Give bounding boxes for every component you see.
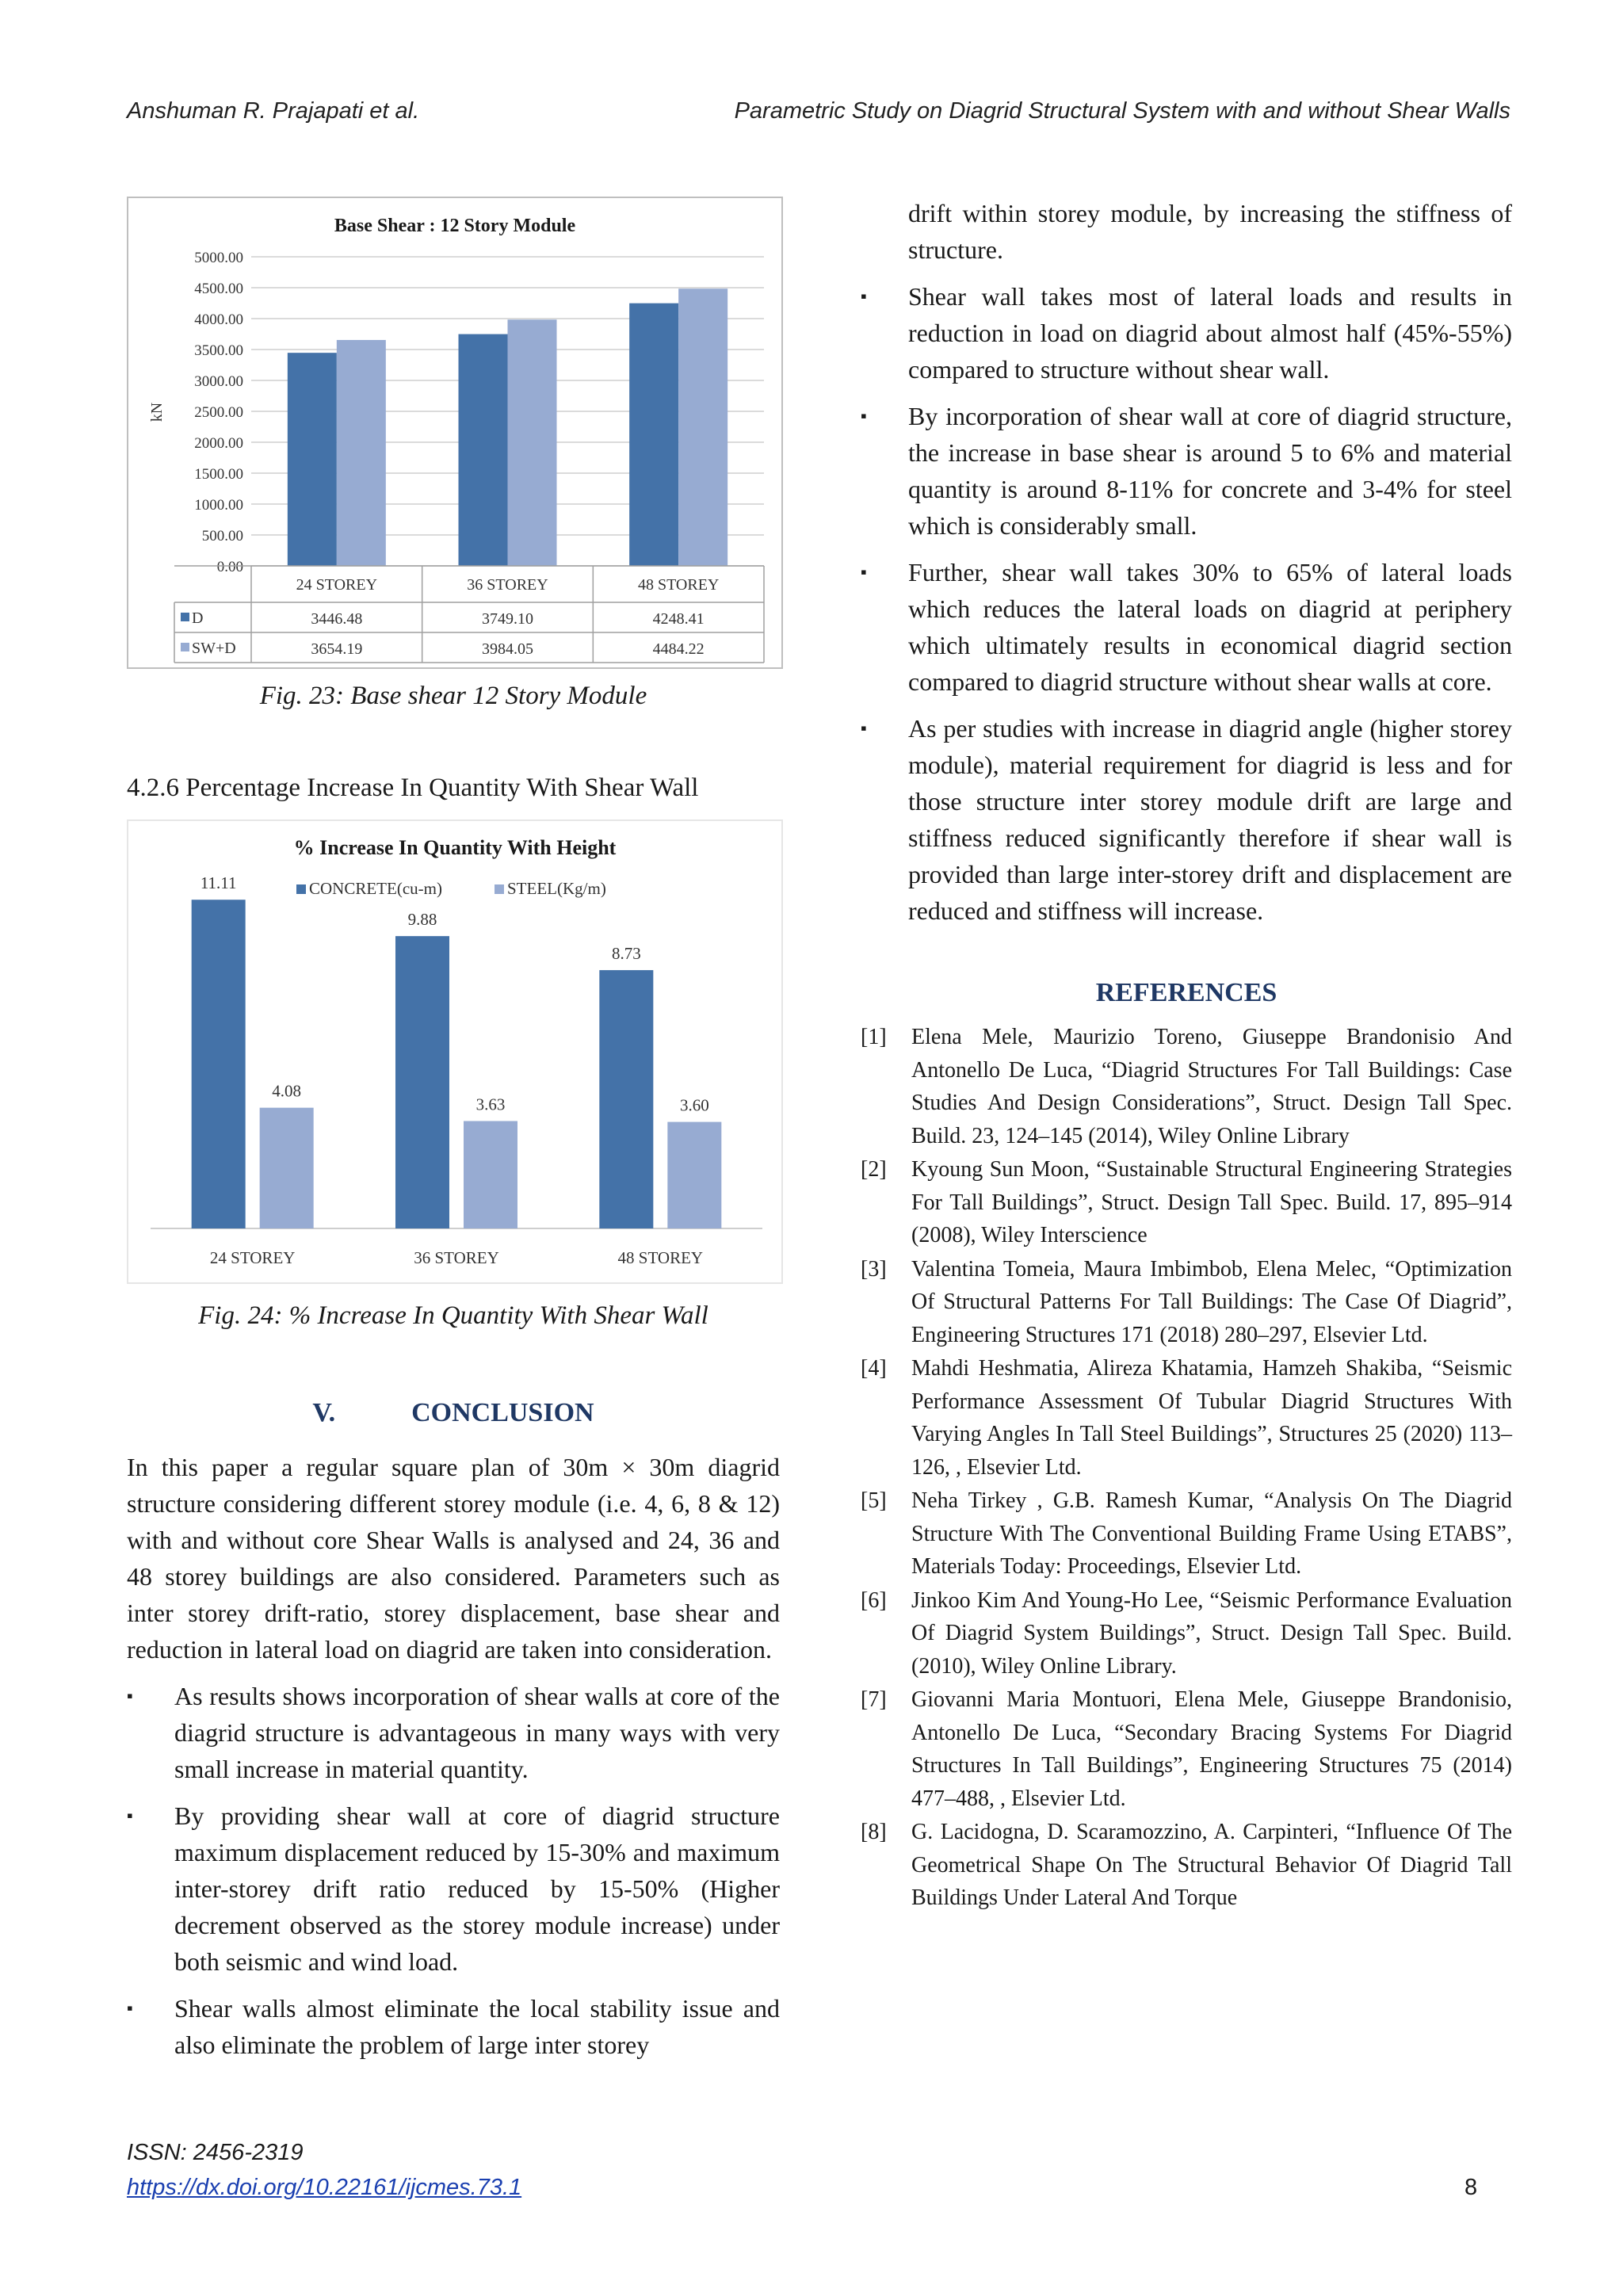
conclusion-bullets-left: [127, 1678, 780, 2063]
reference-item: [861, 1683, 1512, 1815]
y-tick-label: 2000.00: [194, 435, 243, 452]
data-label: 11.11: [200, 873, 237, 893]
reference-text: Mahdi Heshmatia, Alireza Khatamia, Hamzeh Shakiba, “Seismic Performance Assessment Of Tubular Diagrid Structures With Varying Angles In Tall Steel Buildings”, Structures 25 (2020) 113–126, , Elsevier Ltd.: [911, 1356, 1512, 1480]
conclusion-bullets-right: [861, 278, 1512, 929]
data-label: 9.88: [407, 910, 437, 930]
data-label: 8.73: [611, 944, 641, 964]
y-axis-label: kN: [148, 402, 166, 422]
x-category-label: 36 STOREY: [414, 1248, 499, 1267]
y-tick-label: 0.00: [216, 559, 243, 575]
bar-d: [629, 304, 678, 566]
y-tick-label: 3000.00: [194, 373, 243, 390]
x-category-label: 24 STOREY: [209, 1248, 296, 1267]
section-4-2-6-heading: 4.2.6 Percentage Increase In Quantity With Shear Wall: [127, 774, 699, 802]
reference-number: [6]: [861, 1587, 887, 1613]
reference-item: [861, 1153, 1512, 1252]
y-tick-label: 3500.00: [194, 342, 243, 359]
conclusion-intro: In this paper a regular square plan of 30m × 30m diagrid structure considering different storey module (i.e. 4, 6, 8 & 12) with and without core Shear Walls is analysed and 24, 36 and 48 storey buildings are also considered. Parameters such as inter storey drift-ratio, storey displacement, base shear and reduction in lateral load on diagrid are taken into consideration.: [127, 1453, 780, 1664]
reference-text: Giovanni Maria Montuori, Elena Mele, Giuseppe Brandonisio, Antonello De Luca, “Secondary Bracing Systems For Diagrid Structures In Tall Buildings”, Engineering Structures 75 (2014) 477–488, , Elsevier Ltd.: [911, 1687, 1512, 1811]
legend-swatch-concrete: [296, 884, 306, 894]
references-list: [861, 1021, 1512, 1915]
legend-label-steel: STEEL(Kg/m): [507, 879, 606, 898]
bullet-item: [861, 398, 1512, 544]
reference-item: [861, 1484, 1512, 1584]
right-column: [861, 195, 1512, 1916]
bar-sw-d: [678, 288, 727, 566]
base-shear-chart-svg: [128, 198, 781, 667]
reference-number: [4]: [861, 1356, 887, 1381]
bullet-item: [861, 710, 1512, 929]
table-value: 4248.41: [652, 610, 705, 628]
bullet-square-icon: ▪: [861, 718, 867, 738]
bar-steel: [667, 1122, 721, 1228]
y-tick-label: 500.00: [201, 528, 243, 544]
x-category-label: 24 STOREY: [296, 576, 378, 594]
bar-steel: [260, 1108, 314, 1228]
bullet-item: [861, 278, 1512, 388]
legend-swatch: [181, 643, 189, 651]
bar-sw-d: [337, 340, 386, 566]
bullet-square-icon: ▪: [127, 1686, 133, 1706]
chart-title: % Increase In Quantity With Height: [293, 836, 617, 859]
quantity-chart-svg: [128, 821, 781, 1282]
reference-item: [861, 1021, 1512, 1152]
figure-23-caption: Fig. 23: Base shear 12 Story Module: [259, 682, 647, 710]
data-label: 4.08: [272, 1081, 302, 1101]
x-category-label: 48 STOREY: [617, 1248, 704, 1267]
reference-text: G. Lacidogna, D. Scaramozzino, A. Carpinteri, “Influence Of The Geometrical Shape On The Structural Behavior Of Diagrid Tall Buildings Under Lateral And Torque: [911, 1820, 1512, 1910]
bullet-square-icon: ▪: [127, 1805, 133, 1825]
figure-24-quantity-chart: [127, 819, 783, 1284]
figure-24-caption: Fig. 24: % Increase In Quantity With Shear Wall: [198, 1301, 708, 1330]
conclusion-heading-text: CONCLUSION: [411, 1398, 594, 1427]
bullet-text: Shear walls almost eliminate the local stability issue and also eliminate the problem of large inter storey: [174, 1994, 780, 2059]
bar-sw-d: [508, 319, 557, 566]
footer-doi-link[interactable]: https://dx.doi.org/10.22161/ijcmes.73.1: [127, 2175, 522, 2200]
y-tick-label: 1000.00: [194, 497, 243, 514]
bullet-square-icon: ▪: [861, 406, 867, 426]
reference-number: [3]: [861, 1256, 887, 1282]
figure-23-base-shear-chart: [127, 197, 783, 669]
conclusion-heading: [127, 1398, 780, 1428]
bullet-text: By providing shear wall at core of diagrid structure maximum displacement reduced by 15-30% and maximum inter-storey drift ratio reduced by 15-50% (Higher decrement observed as the storey module increase) under both seismic and wind load.: [174, 1801, 780, 1976]
bar-steel: [464, 1121, 517, 1228]
bullet-item: [127, 1678, 780, 1787]
chart-title: Base Shear : 12 Story Module: [334, 216, 576, 236]
reference-item: [861, 1816, 1512, 1915]
reference-number: [1]: [861, 1025, 887, 1049]
conclusion-continuation: drift within storey module, by increasing the stiffness of structure.: [908, 199, 1512, 264]
reference-number: [5]: [861, 1488, 887, 1513]
page-number: 8: [1465, 2175, 1478, 2200]
legend-label-concrete: CONCRETE(cu-m): [309, 879, 442, 898]
reference-text: Jinkoo Kim And Young-Ho Lee, “Seismic Performance Evaluation Of Diagrid System Buildings”, Struct. Design Tall Spec. Build. (2010), Wiley Online Library.: [911, 1587, 1512, 1679]
y-tick-label: 2500.00: [194, 404, 243, 421]
reference-number: [2]: [861, 1157, 887, 1182]
reference-item: [861, 1584, 1512, 1683]
reference-text: Elena Mele, Maurizio Toreno, Giuseppe Brandonisio And Antonello De Luca, “Diagrid Structures For Tall Buildings: Case Studies And Design Considerations”, Struct. Design Tall Spec. Build. 23, 124–145 (2014), Wiley Online Library: [911, 1025, 1512, 1148]
table-value: 3749.10: [482, 610, 533, 628]
bullet-text: By incorporation of shear wall at core of diagrid structure, the increase in base shear is around 5 to 6% and material quantity is around 8-11% for concrete and 3-4% for steel which is considerably small.: [908, 402, 1512, 540]
y-tick-label: 4000.00: [194, 311, 243, 328]
bullet-text: Shear wall takes most of lateral loads and results in reduction in load on diagrid about almost half (45%-55%) compared to structure without shear wall.: [908, 282, 1512, 384]
table-value: 3984.05: [482, 640, 533, 658]
reference-item: [861, 1352, 1512, 1484]
y-tick-label: 4500.00: [194, 281, 243, 297]
y-tick-label: 5000.00: [194, 250, 243, 266]
x-category-label: 48 STOREY: [637, 576, 720, 594]
bar-d: [288, 353, 337, 566]
bar-concrete: [395, 936, 449, 1228]
footer-issn: ISSN: 2456-2319: [127, 2140, 304, 2165]
reference-number: [8]: [861, 1820, 887, 1844]
table-value: 3654.19: [311, 640, 363, 658]
data-label: 3.60: [679, 1095, 709, 1115]
conclusion-section: [127, 1398, 780, 2073]
bullet-item: [127, 1797, 780, 1980]
y-tick-label: 1500.00: [194, 466, 243, 483]
legend-swatch: [181, 613, 189, 621]
bullet-text: Further, shear wall takes 30% to 65% of lateral loads which reduces the lateral loads on diagrid at periphery which ultimately results in economical diagrid section compared to diagrid structure without shear walls at core.: [908, 558, 1512, 696]
bullet-square-icon: ▪: [861, 562, 867, 582]
legend-label: D: [192, 609, 204, 627]
bullet-text: As results shows incorporation of shear walls at core of the diagrid structure is advantageous in many ways with very small increase in material quantity.: [174, 1682, 780, 1783]
running-header-title: Parametric Study on Diagrid Structural System with and without Shear Walls: [734, 98, 1510, 124]
bullet-square-icon: ▪: [861, 286, 867, 306]
x-category-label: 36 STOREY: [467, 576, 548, 594]
bar-concrete: [192, 900, 246, 1228]
conclusion-heading-number: V.: [312, 1398, 336, 1427]
table-value: 3446.48: [311, 610, 363, 628]
data-label: 3.63: [475, 1095, 506, 1114]
reference-text: Kyoung Sun Moon, “Sustainable Structural Engineering Strategies For Tall Buildings”, Struct. Design Tall Spec. Build. 17, 895–914 (2008), Wiley Interscience: [911, 1157, 1512, 1247]
bullet-item: [861, 554, 1512, 700]
running-header-authors: Anshuman R. Prajapati et al.: [127, 98, 420, 124]
table-value: 4484.22: [652, 640, 705, 658]
bar-d: [459, 334, 508, 566]
reference-item: [861, 1253, 1512, 1352]
legend-swatch-steel: [495, 884, 504, 894]
bar-concrete: [599, 970, 653, 1228]
bullet-item: [127, 1990, 780, 2063]
bullet-square-icon: ▪: [127, 1998, 133, 2018]
reference-number: [7]: [861, 1687, 887, 1712]
references-heading: REFERENCES: [1095, 978, 1277, 1007]
reference-text: Valentina Tomeia, Maura Imbimbob, Elena Melec, “Optimization Of Structural Patterns For Tall Buildings: The Case Of Diagrid”, Engineering Structures 171 (2018) 280–297, Elsevier Ltd.: [911, 1256, 1512, 1347]
bullet-text: As per studies with increase in diagrid angle (higher storey module), material requirement for diagrid is less and for those structure inter storey module drift are large and stiffness reduced significantly therefore if shear wall is provided than large inter-storey drift and displacement are reduced and stiffness will increase.: [908, 714, 1512, 925]
reference-text: Neha Tirkey , G.B. Ramesh Kumar, “Analysis On The Diagrid Structure With The Conventional Building Frame Using ETABS”, Materials Today: Proceedings, Elsevier Ltd.: [911, 1488, 1512, 1579]
legend-label: SW+D: [192, 640, 236, 657]
